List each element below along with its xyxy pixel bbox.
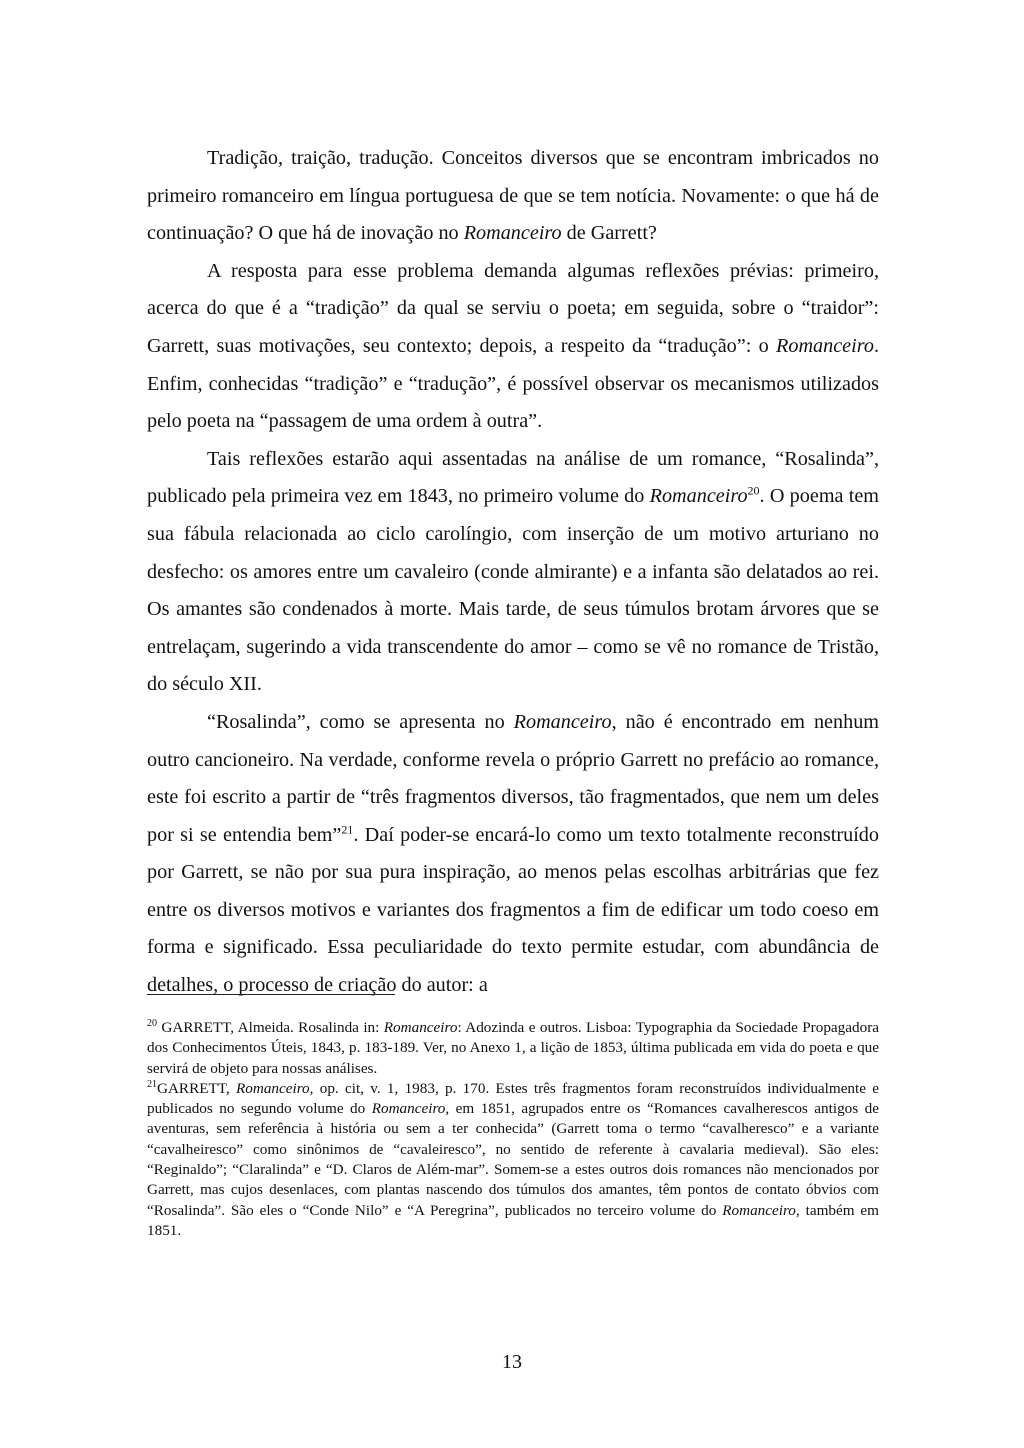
footnote-text: , também em 1851. [147, 1201, 879, 1239]
paragraph-1-text: Tradição, traição, tradução. Conceitos diversos que se encontram imbricados no primeiro romanceiro em língua portuguesa de que se tem notícia. Novamente: o que há de continuação? O que há de inovação no [147, 147, 879, 245]
italic-title: Romanceiro [722, 1201, 796, 1219]
footnote-20 [147, 1018, 879, 1079]
italic-title: Romanceiro [235, 1079, 310, 1097]
footnote-text: , em 1851, agrupados entre os “Romances cavalherescos antigos de aventuras, sem referência à história ou sem a ter conhecida” (Garrett toma o termo “cavalheresco” e a variante “cavalheiresco” como sinônimos de “cavaleiresco”, no sentido de referente à cavalaria medieval). São eles: “Reginaldo”; “Claralinda” e “D. Claros de Além-mar”. Somem-se a estes outros dois romances não mencionados por Garrett, mas cujos desenlaces, com plantas nascendo dos túmulos dos amantes, têm pontos de contato óbvios com “Rosalinda”. São eles o “Conde Nilo” e “A Peregrina”, publicados no terceiro volume do [147, 1100, 879, 1219]
italic-title: Romanceiro [513, 710, 612, 733]
italic-title: Romanceiro [371, 1100, 446, 1118]
paragraph-2-text: . Enfim, conhecidas “tradição” e “tradução”, é possível observar os mecanismos utilizados pelo poeta na “passagem de uma ordem à outra”. [147, 334, 879, 433]
paragraph-4 [147, 704, 879, 1005]
footnote-ref-20[interactable]: 20 [747, 483, 760, 498]
paragraph-3 [147, 441, 879, 704]
paragraph-1-text: de Garrett? [561, 222, 657, 245]
paragraph-4-text: , não é encontrado em nenhum outro cancioneiro. Na verdade, conforme revela o próprio Garrett no prefácio ao romance, este foi escrito a partir de “três fragmentos diversos, tão fragmentados, que nem um deles por si se entendia bem” [147, 710, 879, 846]
paragraph-2-text: A resposta para esse problema demanda algumas reflexões prévias: primeiro, acerca do que é a “tradição” da qual se serviu o poeta; em seguida, sobre o “traidor”: Garrett, suas motivações, seu contexto; depois, a respeito da “tradução”: o [147, 259, 879, 357]
paragraph-3-text: Tais reflexões estarão aqui assentadas na análise de um romance, “Rosalinda”, publicado pela primeira vez em 1843, no primeiro volume do [147, 447, 879, 508]
footnote-ref-21[interactable]: 21 [341, 821, 354, 836]
paragraph-2 [147, 253, 879, 441]
italic-title: Romanceiro [463, 222, 562, 245]
footnote-number: 21 [147, 1078, 157, 1090]
footnote-text: GARRETT, Almeida. Rosalinda in: [157, 1019, 384, 1036]
footnote-text: : Adozinda e outros. Lisboa: Typographia da Sociedade Propagadora dos Conhecimentos Úteis, 1843, p. 183-189. Ver, no Anexo 1, a lição de 1853, última publicada em vida do poeta e que servirá de objeto para nossas análises. [147, 1019, 879, 1077]
footnote-text: GARRETT, [157, 1079, 236, 1097]
footnote-separator [147, 994, 395, 995]
paragraph-3-text: . O poema tem sua fábula relacionada ao ciclo carolíngio, com inserção de um motivo arturiano no desfecho: os amores entre um cavaleiro (conde almirante) e a infanta são delatados ao rei. Os amantes são condenados à morte. Mais tarde, de seus túmulos brotam árvores que se entrelaçam, sugerindo a vida transcendente do amor – como se vê no romance de Tristão, do século XII. [147, 485, 879, 696]
page-number: 13 [502, 1351, 522, 1373]
footnote-text: , op. cit, v. 1, 1983, p. 170. Estes três fragmentos foram reconstruídos individualmente e publicados no segundo volume do [147, 1079, 880, 1118]
footnote-21 [147, 1079, 879, 1241]
paragraph-4-text: . Daí poder-se encará-lo como um texto totalmente reconstruído por Garrett, se não por sua pura inspiração, ao menos pelas escolhas arbitrárias que fez entre os diversos motivos e variantes dos fragmentos a fim de edificar um todo coeso em forma e significado. Essa peculiaridade do texto permite estudar, com abundância de detalhes, o processo de criação do autor: a [147, 823, 879, 997]
paragraph-4-text: “Rosalinda”, como se apresenta no [207, 710, 514, 733]
italic-title: Romanceiro [776, 334, 874, 357]
body-text [147, 140, 879, 1005]
footnotes [147, 1018, 879, 1241]
italic-title: Romanceiro [383, 1019, 458, 1036]
paragraph-1 [147, 140, 879, 253]
footnote-number: 20 [147, 1017, 157, 1029]
italic-title: Romanceiro [649, 485, 748, 508]
